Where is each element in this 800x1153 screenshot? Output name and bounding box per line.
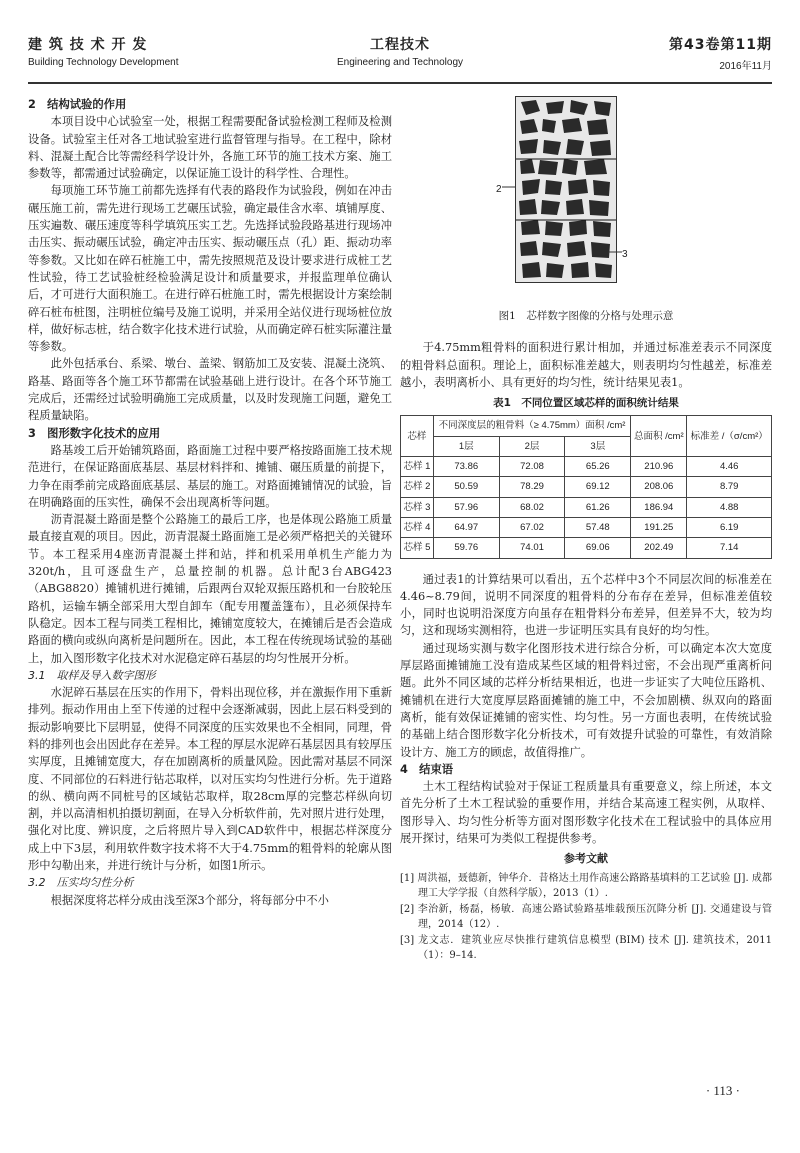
cell-std: 6.19 [687, 517, 772, 537]
cell-l3: 69.12 [565, 477, 631, 497]
col-header-layer2: 2层 [499, 436, 565, 456]
paragraph: 此外包括承台、系梁、墩台、盖梁、钢筋加工及安装、混凝土浇筑、路基、路面等各个施工环节都需在试验基础上进行设计。在各个环节施工完成后，还需经过试验明确施工完成质量，以及时发现施工问题，避免工程质量缺陷。 [28, 357, 392, 423]
journal-title-en: Building Technology Development [28, 57, 179, 68]
cell-core: 芯样 4 [401, 517, 434, 537]
left-column [28, 96, 392, 909]
cell-l2: 68.02 [499, 497, 565, 517]
paragraph: 水泥碎石基层在压实的作用下，骨料出现位移，并在激振作用下重新排列。振动作用由上至下传递的过程中会逐渐减弱，因此上层石料受到的振动影响要比下层明显，使得不同深度的压实效果也不全相同，同理，骨料的排列也会出因此存在差异。本工程的厚层水泥碎石基层因具有较厚压实厚度，且摊铺宽度大，存在加剧离析的质量风险。因此需对基层不同深度、不同部位的石料进行钻芯取样，以对压实均匀性进行分析。先于道路的纵、横向两不同桩号的区域钻芯取样，取28cm厚的完整芯样纵向切割，并以高清相机拍摄切割面，在导入分析软件前，先对照片进行处理，强化对比度、辨识度，之后将照片导入到CAD软件中，根据芯样深度分成上中下3层，利用软件数字技术将不大于4.75mm的粗骨料的轮廓从图形中勾勒出来，并进行统计与分析，如图1所示。 [28, 686, 392, 873]
cell-l2: 67.02 [499, 517, 565, 537]
table-row [401, 497, 772, 517]
section-title-en: Engineering and Technology [336, 57, 464, 68]
cell-l1: 50.59 [433, 477, 499, 497]
cell-std: 4.88 [687, 497, 772, 517]
running-header [28, 34, 772, 84]
paragraph: 于4.75mm粗骨料的面积进行累计相加，并通过标准差表示不同深度的粗骨料总面积。理论上，面积标准差越大，则表明均匀性越差，标准差越小，表明离析小、具有更好的均匀性，统计结果见表1。 [400, 341, 772, 389]
issue-date: 2016年11月 [719, 61, 772, 72]
references-list [400, 871, 772, 964]
cell-l1: 57.96 [433, 497, 499, 517]
reference-item: [1] 周洪福，聂德新，钟华介．昔格达土用作高速公路路基填料的工艺试验 [J]. 成都理工大学学报（自然科学版），2013（1）. [400, 872, 772, 900]
figure-label-3: 3 [622, 249, 628, 260]
reference-item: [3] 龙文志．建筑业应尽快推行建筑信息模型 (BIM) 技术 [J]. 建筑技术，2011（1）：9–14. [400, 934, 772, 962]
paragraph: 通过现场实测与数字化图形技术进行综合分析，可以确定本次大宽度厚层路面摊铺施工没有造成某些区域的粗骨料过密，不会出现严重离析问题。此外不同区域的芯样分析结果相近，也进一步证实了大吨位压路机、摊铺机在进行大宽度厚层路面摊铺的施工中，不会加剧横、纵双向的路面离析，能有效保证摊铺的密实性、均匀性。另一方面也表明，在传统试验的基础上结合图形数字化分析技术，可有效提升试验的可靠性，有效消除设计方、施工方的顾虑，故值得推广。 [400, 641, 772, 759]
cell-l1: 64.97 [433, 517, 499, 537]
issue-number: 第43卷第11期 [669, 37, 772, 53]
figure-1 [400, 96, 772, 306]
leader-line-3 [608, 250, 622, 254]
cell-std: 7.14 [687, 538, 772, 558]
cell-l3: 69.06 [565, 538, 631, 558]
cell-total: 208.06 [631, 477, 687, 497]
table-row [401, 477, 772, 497]
cell-std: 4.46 [687, 457, 772, 477]
core-sample-image [515, 96, 617, 283]
issue-info [669, 34, 772, 72]
cell-core: 芯样 5 [401, 538, 434, 558]
paragraph: 土木工程结构试验对于保证工程质量具有重要意义，综上所述，本文首先分析了土木工程试验的重要作用，并结合某高速工程实例，从取样、图形导入、均匀性分析等方面对图形数字化技术在工程试验中的具体应用展开探讨，结果可为类似工程提供参考。 [400, 780, 772, 846]
reference-item: [2] 李治新，杨磊，杨敏．高速公路试验路基堆载预压沉降分析 [J]. 交通建设与管理，2014（12）. [400, 903, 772, 931]
cell-l2: 74.01 [499, 538, 565, 558]
right-column [400, 96, 772, 964]
header-rule [28, 82, 772, 84]
paragraph: 根据深度将芯样分成由浅至深3个部分，将每部分中不小 [50, 893, 329, 907]
paragraph: 路基竣工后开始铺筑路面，路面施工过程中要严格按路面施工技术规范进行，在保证路面底基层、基层材料拌和、摊铺、碾压质量的前提下，力争在雨季前完成路面底基层、基层的施工。对路面摊铺情况的试验，旨在明确路面的压实性，确保不会出现离析等问题。 [28, 443, 392, 509]
cell-total: 210.96 [631, 457, 687, 477]
figure-caption: 图1 芯样数字图像的分格与处理示意 [498, 310, 674, 322]
col-header-layer3: 3层 [565, 436, 631, 456]
table-caption: 表1 不同位置区域芯样的面积统计结果 [493, 397, 679, 410]
col-header-group: 不同深度层的粗骨料（≥ 4.75mm）面积 /cm² [433, 416, 630, 436]
section-name [28, 34, 772, 68]
figure-label-2: 2 [496, 184, 502, 195]
col-header-total: 总面积 /cm² [631, 416, 687, 457]
cell-l3: 61.26 [565, 497, 631, 517]
col-header-std: 标准差 /（σ/cm²） [687, 416, 772, 457]
cell-l1: 73.86 [433, 457, 499, 477]
cell-l2: 72.08 [499, 457, 565, 477]
journal-title-zh: 建 筑 技 术 开 发 [28, 37, 148, 53]
col-header-layer1: 1层 [433, 436, 499, 456]
table-row [401, 517, 772, 537]
cell-core: 芯样 1 [401, 457, 434, 477]
cell-core: 芯样 2 [401, 477, 434, 497]
table-row [401, 457, 772, 477]
cell-l3: 65.26 [565, 457, 631, 477]
col-header-core: 芯样 [401, 416, 434, 457]
cell-l1: 59.76 [433, 538, 499, 558]
section-3-1-heading: 3.1 取样及导入数字图形 [28, 668, 156, 682]
paragraph: 通过表1的计算结果可以看出，五个芯样中3个不同层次间的标准差在4.46~8.79间，说明不同深度的粗骨料的分布存在差异，但标准差值较小，同时也说明沿深度方向虽存在粗骨料分布差异，但差异不大，较为均匀，这和现场实测相符，也进一步证明压实具有良好的均匀性。 [400, 572, 772, 638]
table-row [401, 538, 772, 558]
aggregate-pattern [516, 97, 616, 282]
section-2-heading: 2 结构试验的作用 [28, 98, 127, 111]
cell-total: 186.94 [631, 497, 687, 517]
leader-line-2 [502, 185, 516, 189]
cell-core: 芯样 3 [401, 497, 434, 517]
area-statistics-table [400, 415, 772, 558]
page-number: · 113 · [705, 1083, 740, 1098]
section-title-zh: 工程技术 [370, 37, 430, 53]
paragraph: 本项目设中心试验室一处，根据工程需要配备试验检测工程师及检测设备。试验室主任对各工地试验室进行监督管理与指导。在工程中，除材料、混凝土配合比等需经科学设计外，各施工环节的施工技术方案、施工参数等，都需通过试验确定，以保证施工设计的科学性、合理性。 [28, 115, 392, 181]
references-heading: 参考文献 [564, 852, 608, 866]
paragraph: 沥青混凝土路面是整个公路施工的最后工序，也是体现公路施工质量最直接直观的项目。因此，沥青混凝土路面施工是必须严格把关的关键环节。本工程采用4座沥青混凝土拌和站，拌和机采用单机生产能力为320t/h，且可逐盘生产，总量控制的机器。总计配3台ABG423（ABG8820）摊铺机进行摊铺，后跟两台双轮双振压路机和一台胶轮压路机，运输车辆全部采用大型自卸车（配专用覆盖篷布），且必须保持车队稳定。因本工程与同类工程相比，摊铺宽度较大，在摊铺后是否会造成路面的横向或纵向离析是问题所在。因此，本工程在传统现场试验的基础上，加入图形数字化技术对水泥稳定碎石基层的均匀性展开分析。 [28, 513, 392, 665]
section-3-2-heading: 3.2 压实均匀性分析 [28, 876, 134, 890]
cell-std: 8.79 [687, 477, 772, 497]
cell-total: 191.25 [631, 517, 687, 537]
section-4-heading: 4 结束语 [400, 762, 454, 776]
cell-l3: 57.48 [565, 517, 631, 537]
section-3-heading: 3 图形数字化技术的应用 [28, 426, 161, 440]
cell-l2: 78.29 [499, 477, 565, 497]
cell-total: 202.49 [631, 538, 687, 558]
paragraph: 每项施工环节施工前都先选择有代表的路段作为试验段，例如在冲击碾压施工前，需先进行现场工艺碾压试验，确定最佳含水率、填铺厚度、压实遍数、碾压速度等科学填筑压实工艺。先选择试验段路基进行现场冲击压实、振动碾压试验，确定冲击压实、振动碾压点（孔）距、振动功率等参数。又比如在碎石桩施工中，需先按照规范及设计要求进行成桩工艺性试验，待工艺试验桩经检验满足设计和质量要求，并报监理单位确认后，才可进行大面积施工。在进行碎石桩施工时，需先根据设计方案绘制碎石桩布桩图，注明桩位编号及施工说明，并采用全站仪进行现场桩位放样，做好标志桩，结合数字化技术进行试验，从而确定碎石桩实际灌注量等参数。 [28, 184, 392, 354]
